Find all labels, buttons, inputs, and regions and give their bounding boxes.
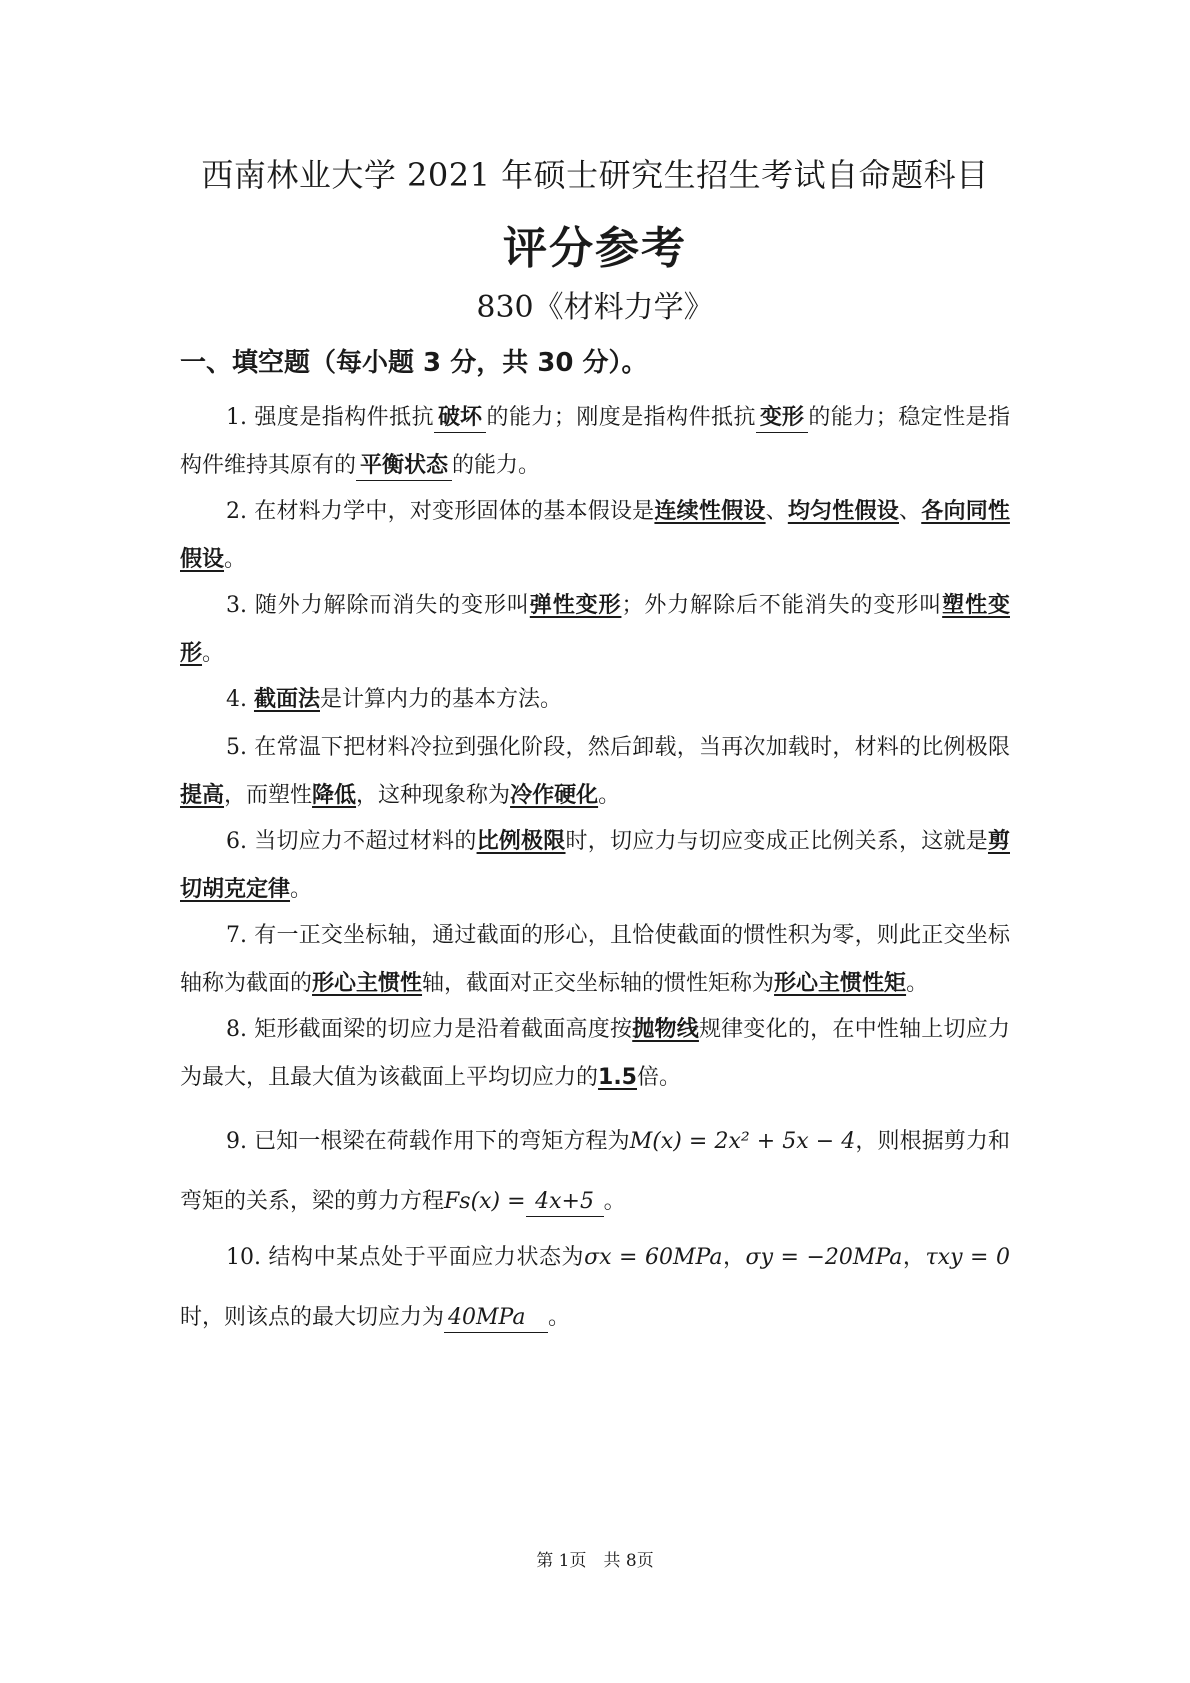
question-text: 、 [899,499,922,524]
answer: 截面法 [253,687,320,712]
question-text: 是计算内力的基本方法。 [320,687,563,712]
question-text: 6. 当切应力不超过材料的 [226,829,477,854]
answer: 弹性变形 [529,593,622,618]
answer: 冷作硬化 [510,783,599,808]
course-title: 830《材料力学》 [476,290,714,325]
answer: 塑性变形 [180,593,1010,666]
answer-blank: 破坏 [434,404,486,433]
answer-blank: 平衡状态 [356,452,452,481]
question-text: ， [722,1245,746,1270]
answer: 形心主惯性矩 [774,971,907,996]
question-text: 。 [906,971,929,996]
question-text: 。 [290,877,313,902]
question-text: 3. 随外力解除而消失的变形叫 [226,593,530,618]
question-text: 5. 在常温下把材料冷拉到强化阶段，然后卸载，当再次加载时，材料的比例极限 [226,735,1010,760]
question-6 [180,818,1010,914]
question-text: 。 [598,783,621,808]
question-text: 倍。 [637,1065,682,1090]
question-text: 4. [226,687,254,712]
answer: 各向同性假设 [180,499,1010,572]
answer: 连续性假设 [654,499,766,524]
answer: 比例极限 [476,829,566,854]
sigma-x-value: σx = 60MPa [584,1245,723,1270]
answer: 1.5 [598,1065,637,1090]
answer-blank: 40MPa [444,1304,548,1333]
question-text: 。 [603,1189,626,1214]
question-9 [180,1112,1010,1232]
question-7 [180,912,1010,1008]
question-text: 7. 有一正交坐标轴，通过截面的形心，且恰使截面的惯性积为零，则此正交坐标轴称为截面的 [180,923,1010,996]
question-2 [180,488,1010,584]
question-text: 1. 强度是指构件抵抗 [226,405,435,430]
tau-xy-value: τxy = 0 [925,1245,1010,1270]
question-text: 的能力；稳定性是指构件维持其原有的 [180,405,1010,478]
shear-equation-label: Fs(x) = [444,1189,526,1214]
answer: 均匀性假设 [787,499,899,524]
page-number: 第 1页 共 8页 [536,1551,654,1571]
question-text: ；外力解除后不能消失的变形叫 [621,593,943,618]
answer-blank: 变形 [756,404,808,433]
question-text: 时，切应力与切应变成正比例关系，这就是 [565,829,988,854]
moment-equation: M(x) = 2x² + 5x − 4 [629,1129,856,1154]
answer: 形心主惯性 [312,971,423,996]
question-text: 、 [765,499,788,524]
question-text: 。 [202,641,225,666]
question-text: 8. 矩形截面梁的切应力是沿着截面高度按 [226,1017,633,1042]
question-text: 的能力。 [452,453,541,478]
question-text: ，而塑性 [224,783,313,808]
question-text: 2. 在材料力学中，对变形固体的基本假设是 [226,499,655,524]
question-4 [180,676,1010,724]
question-text: ， [902,1245,926,1270]
question-text: 的能力；刚度是指构件抵抗 [486,405,756,430]
question-text: 规律变化的，在中性轴上切应力为最大，且最大值为该截面上平均切应力的 [180,1017,1010,1090]
answer: 提高 [180,783,225,808]
document-title: 评分参考 [503,223,687,274]
question-text: 9. 已知一根梁在荷载作用下的弯矩方程为 [226,1129,630,1154]
sigma-y-value: σy = −20MPa [745,1245,903,1270]
question-text: ，这种现象称为 [356,783,511,808]
question-text: ，则根据剪力和弯矩的关系，梁的剪力方程 [180,1129,1010,1214]
question-3 [180,582,1010,678]
answer: 剪切胡克定律 [180,829,1010,902]
question-text: 时，则该点的最大切应力为 [180,1305,445,1330]
question-text: 10. 结构中某点处于平面应力状态为 [226,1245,585,1270]
question-10 [180,1228,1010,1348]
answer-blank: 4x+5 [526,1188,604,1217]
answer: 抛物线 [632,1017,699,1042]
question-text: 轴，截面对正交坐标轴的惯性矩称为 [422,971,775,996]
answer: 降低 [312,783,357,808]
question-text: 。 [224,547,247,572]
section-heading-fill-in-blank: 一、填空题（每小题 3 分，共 30 分）。 [180,348,648,378]
question-text: 。 [548,1305,571,1330]
question-8 [180,1006,1010,1102]
question-1 [180,394,1010,490]
university-exam-title: 西南林业大学 2021 年硕士研究生招生考试自命题科目 [201,156,989,194]
question-5 [180,724,1010,820]
